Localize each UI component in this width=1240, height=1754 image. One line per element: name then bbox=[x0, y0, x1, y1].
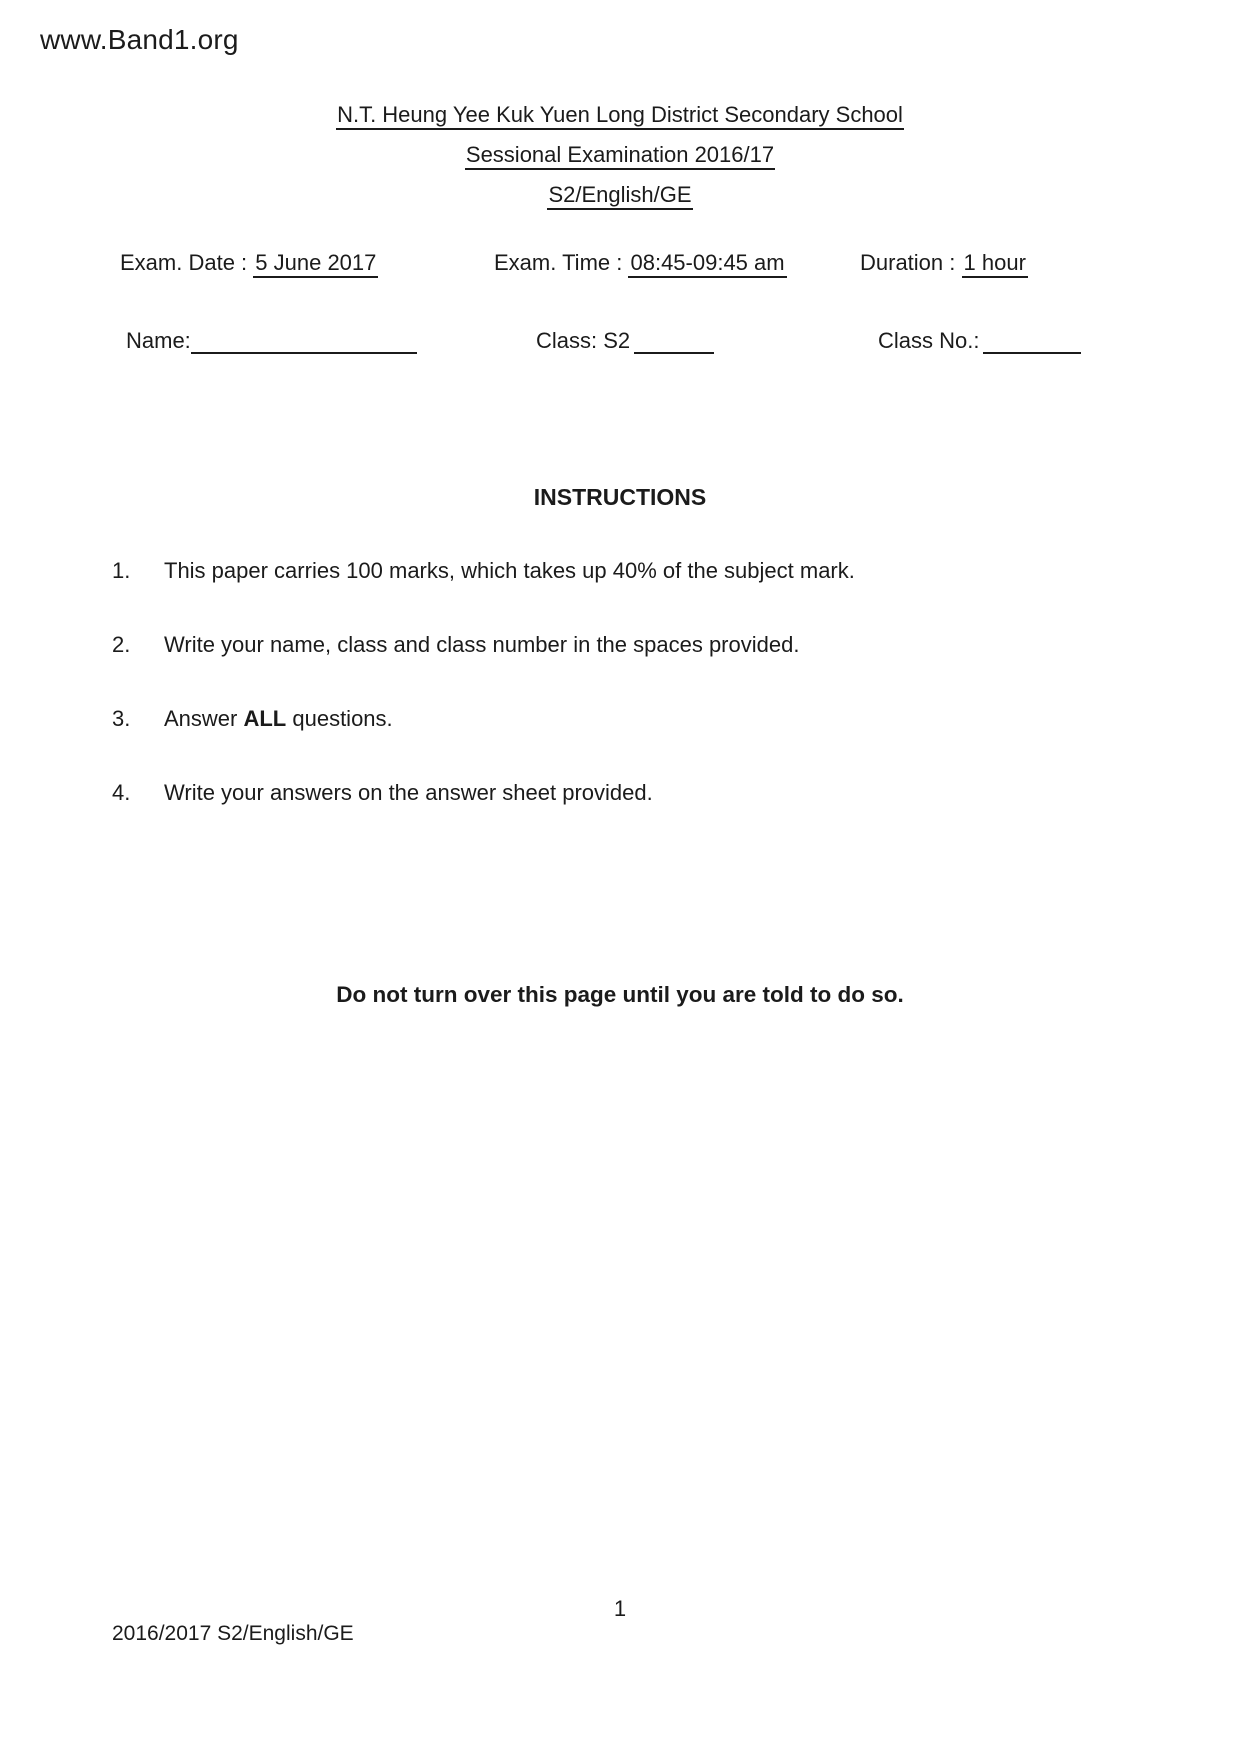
instruction-item-4 bbox=[112, 780, 1112, 806]
class-no-label: Class No.: bbox=[878, 328, 980, 353]
school-name-line bbox=[0, 102, 1240, 128]
paper-code: S2/English/GE bbox=[547, 182, 692, 210]
exam-time-value: 08:45-09:45 am bbox=[628, 250, 786, 278]
instruction-number: 4. bbox=[112, 780, 131, 805]
instruction-number: 1. bbox=[112, 558, 131, 583]
exam-title: Sessional Examination 2016/17 bbox=[465, 142, 775, 170]
title-block bbox=[0, 102, 1240, 222]
instruction-text-post: questions. bbox=[286, 706, 393, 731]
duration-value: 1 hour bbox=[962, 250, 1028, 278]
instruction-number: 2. bbox=[112, 632, 131, 657]
name-blank bbox=[191, 328, 417, 354]
school-name: N.T. Heung Yee Kuk Yuen Long District Secondary School bbox=[336, 102, 904, 130]
class-blank bbox=[634, 328, 714, 354]
exam-duration bbox=[860, 250, 1028, 276]
instruction-text: Answer bbox=[164, 706, 244, 731]
instruction-item-3 bbox=[112, 706, 1112, 732]
instruction-text: Write your name, class and class number in the spaces provided. bbox=[164, 632, 800, 657]
class-field bbox=[536, 328, 714, 354]
class-label: Class: S2 bbox=[536, 328, 631, 353]
instructions-heading: INSTRUCTIONS bbox=[533, 484, 707, 510]
exam-time bbox=[494, 250, 787, 276]
footer-doc-code: 2016/2017 S2/English/GE bbox=[112, 1622, 354, 1645]
instruction-item-2 bbox=[112, 632, 1112, 658]
page-number: 1 bbox=[613, 1596, 627, 1621]
exam-time-label: Exam. Time : bbox=[494, 250, 623, 275]
exam-title-line bbox=[0, 142, 1240, 168]
paper-code-line bbox=[0, 182, 1240, 208]
exam-date-label: Exam. Date : bbox=[120, 250, 248, 275]
watermark-text: www.Band1.org bbox=[40, 24, 239, 55]
name-label: Name: bbox=[126, 328, 191, 353]
instruction-number: 3. bbox=[112, 706, 131, 731]
instruction-text-bold: ALL bbox=[243, 706, 287, 731]
class-no-field bbox=[878, 328, 1081, 354]
duration-label: Duration : bbox=[860, 250, 956, 275]
name-field bbox=[126, 328, 417, 354]
exam-date bbox=[120, 250, 378, 276]
exam-date-value: 5 June 2017 bbox=[253, 250, 378, 278]
instruction-item-1 bbox=[112, 558, 1112, 584]
instruction-text: This paper carries 100 marks, which takes up 40% of the subject mark. bbox=[164, 558, 855, 583]
class-no-blank bbox=[983, 328, 1081, 354]
notice-text: Do not turn over this page until you are told to do so. bbox=[336, 982, 904, 1007]
instruction-text: Write your answers on the answer sheet provided. bbox=[164, 780, 653, 805]
